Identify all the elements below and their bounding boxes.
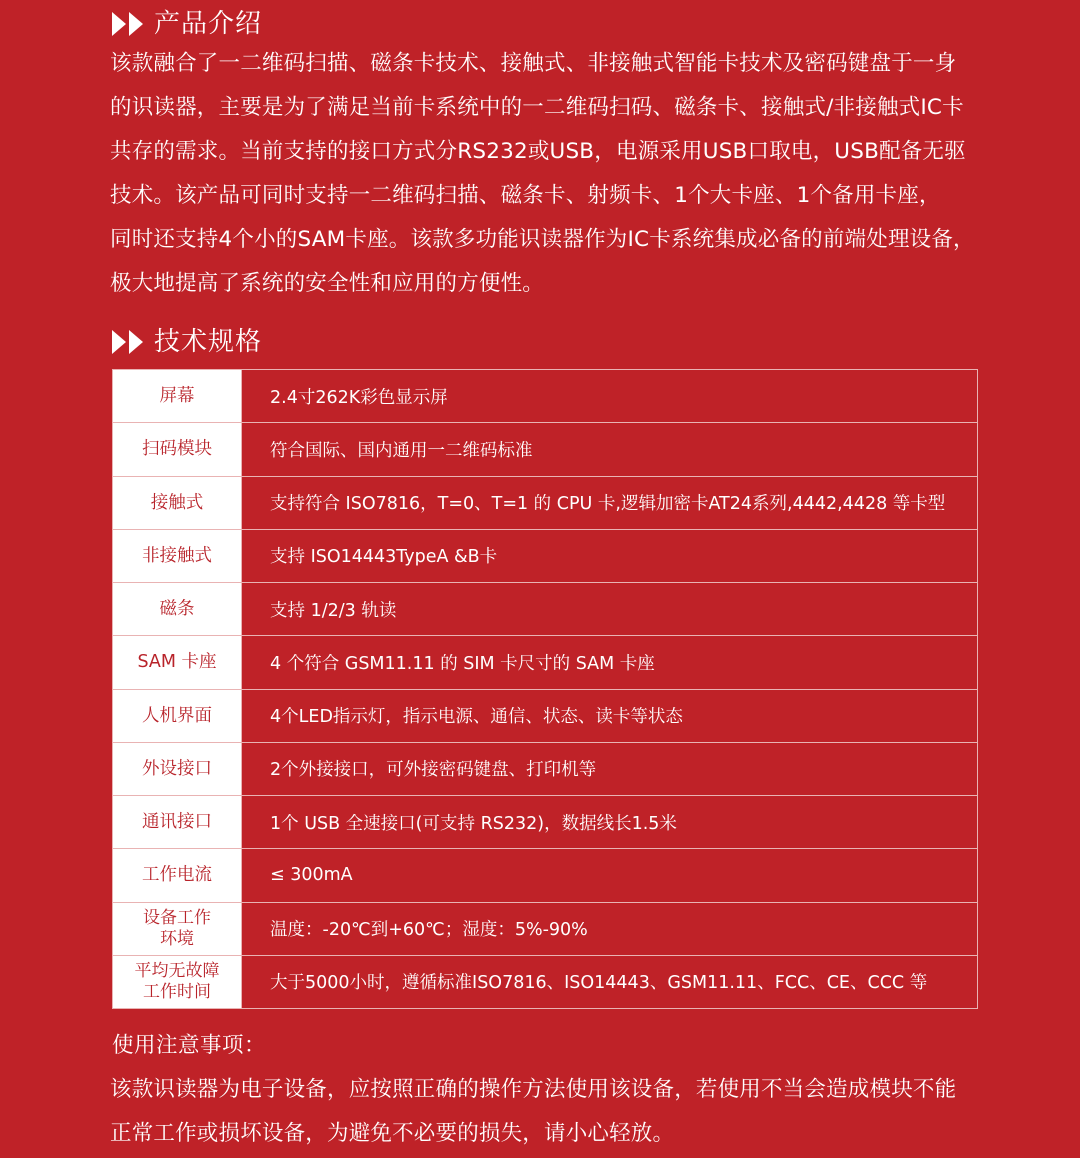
table-row <box>113 689 978 742</box>
spec-value: ≤ 300mA <box>242 849 978 902</box>
spec-key: 工作电流 <box>113 849 242 902</box>
spec-key-line: 平均无故障 <box>134 960 220 981</box>
spec-key-line: 环境 <box>160 928 194 949</box>
table-row <box>113 370 978 423</box>
spec-value: 支持 1/2/3 轨读 <box>242 583 978 636</box>
section-title: 产品介绍 <box>154 9 263 39</box>
intro-paragraph <box>110 42 990 306</box>
spec-value: 2.4寸262K彩色显示屏 <box>242 370 978 423</box>
notes-line: 该款识读器为电子设备，应按照正确的操作方法使用该设备，若使用不当会造成模块不能 <box>110 1077 957 1102</box>
section-heading-spec <box>112 326 262 358</box>
spec-key: 磁条 <box>113 583 242 636</box>
table-row <box>113 529 978 582</box>
intro-line: 技术。该产品可同时支持一二维码扫描、磁条卡、射频卡、1个大卡座、1个备用卡座， <box>110 183 941 208</box>
spec-key-line: 工作时间 <box>143 981 211 1002</box>
table-row <box>113 742 978 795</box>
spec-value: 支持 ISO14443TypeA &B卡 <box>242 529 978 582</box>
notes-line: 正常工作或损坏设备，为避免不必要的损失，请小心轻放。 <box>110 1121 675 1146</box>
spec-value: 4 个符合 GSM11.11 的 SIM 卡尺寸的 SAM 卡座 <box>242 636 978 689</box>
table-row <box>113 423 978 476</box>
spec-key <box>113 955 242 1008</box>
intro-line: 同时还支持4个小的SAM卡座。该款多功能识读器作为IC卡系统集成必备的前端处理设备， <box>110 227 975 252</box>
spec-value: 1个 USB 全速接口(可支持 RS232)，数据线长1.5米 <box>242 796 978 849</box>
spec-key: 屏幕 <box>113 370 242 423</box>
double-arrow-icon <box>112 11 146 37</box>
spec-table <box>112 369 978 1009</box>
intro-line: 的识读器，主要是为了满足当前卡系统中的一二维码扫码、磁条卡、接触式/非接触式IC卡 <box>110 95 964 120</box>
notes-paragraph <box>110 1068 990 1156</box>
notes-title: 使用注意事项： <box>112 1033 267 1058</box>
intro-line: 极大地提高了系统的安全性和应用的方便性。 <box>110 271 545 296</box>
section-heading-intro <box>112 8 262 40</box>
spec-key: 外设接口 <box>113 742 242 795</box>
spec-value: 大于5000小时，遵循标准ISO7816、ISO14443、GSM11.11、FCC、CE、CCC 等 <box>242 955 978 1008</box>
spec-key: 扫码模块 <box>113 423 242 476</box>
double-arrow-icon <box>112 329 146 355</box>
spec-key-line: 设备工作 <box>143 907 211 928</box>
spec-key: 人机界面 <box>113 689 242 742</box>
spec-value: 4个LED指示灯，指示电源、通信、状态、读卡等状态 <box>242 689 978 742</box>
table-row <box>113 849 978 902</box>
table-row <box>113 636 978 689</box>
intro-line: 该款融合了一二维码扫描、磁条卡技术、接触式、非接触式智能卡技术及密码键盘于一身 <box>110 51 957 76</box>
spec-value: 温度：-20℃到+60℃；湿度：5%-90% <box>242 902 978 955</box>
spec-key: 接触式 <box>113 476 242 529</box>
table-row <box>113 955 978 1008</box>
spec-key: 通讯接口 <box>113 796 242 849</box>
spec-key <box>113 902 242 955</box>
intro-line: 共存的需求。当前支持的接口方式分RS232或USB，电源采用USB口取电，USB配备无驱 <box>110 139 966 164</box>
spec-value: 支持符合 ISO7816，T=0、T=1 的 CPU 卡,逻辑加密卡AT24系列,4442,4428 等卡型 <box>242 476 978 529</box>
spec-value: 符合国际、国内通用一二维码标准 <box>242 423 978 476</box>
table-row <box>113 902 978 955</box>
spec-key: 非接触式 <box>113 529 242 582</box>
spec-key: SAM 卡座 <box>113 636 242 689</box>
table-row <box>113 583 978 636</box>
section-title: 技术规格 <box>154 327 263 357</box>
spec-value: 2个外接接口，可外接密码键盘、打印机等 <box>242 742 978 795</box>
table-row <box>113 476 978 529</box>
table-row <box>113 796 978 849</box>
